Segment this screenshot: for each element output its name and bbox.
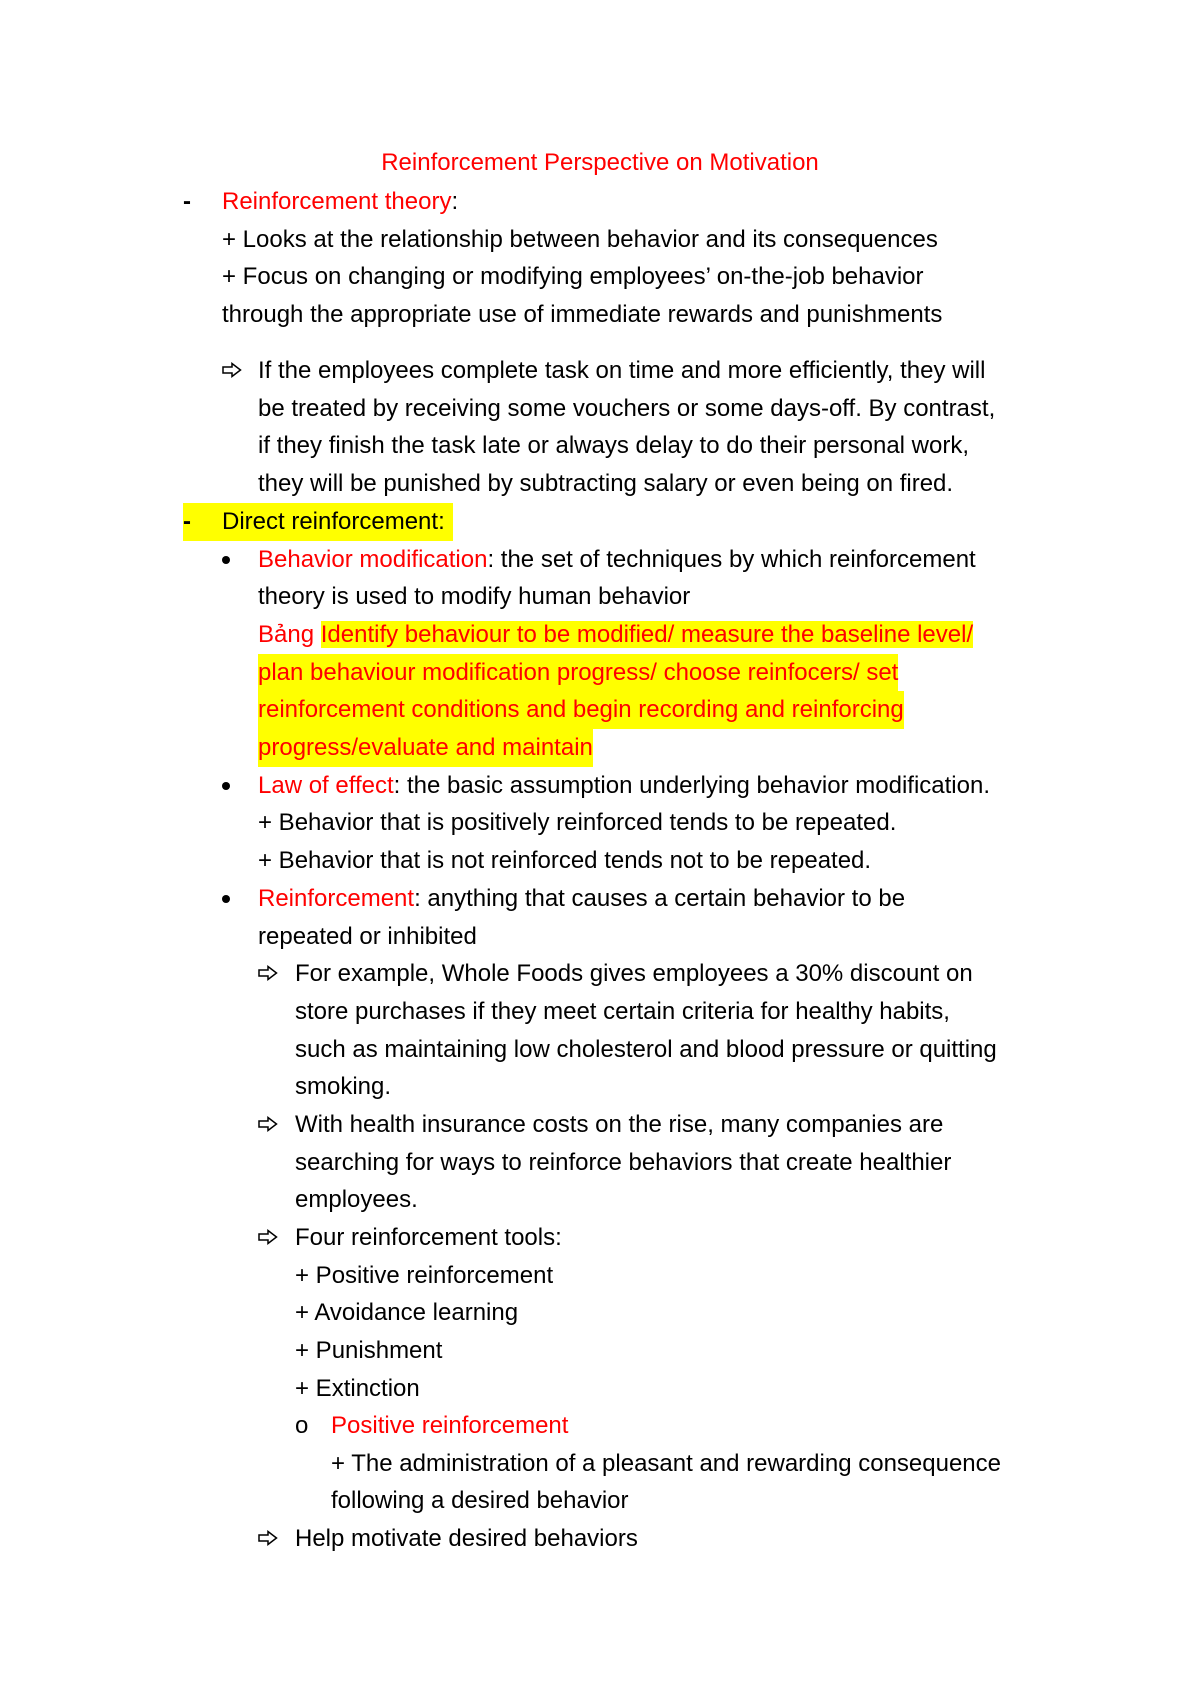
definition-text: repeated or inhibited [258,923,477,950]
tools-heading: Four reinforcement tools: [295,1224,562,1251]
bullet-dot [222,556,230,564]
arrow-text: If the employees complete task on time and more efficiently, they will [258,357,986,384]
sub-bullet-o: o [295,1412,309,1439]
highlighted-steps: reinforcement conditions and begin recording and reinforcing [258,691,904,729]
dash-marker: - [183,508,191,535]
arrow-right-icon [258,1116,278,1132]
dash-marker: - [183,188,191,215]
steps-line [258,616,973,654]
help-text: Help motivate desired behaviors [295,1525,638,1552]
highlighted-steps: progress/evaluate and maintain [258,729,593,767]
tool-item: + Punishment [295,1337,443,1364]
example-text: For example, Whole Foods gives employees a 30% discount on [295,960,973,987]
law-of-effect-line [258,767,990,805]
bullet-dot [222,782,230,790]
example-text: such as maintaining low cholesterol and blood pressure or quitting [295,1036,997,1063]
table-label: Bảng [258,621,315,648]
definition: : anything that causes a certain behavior to be [414,885,906,912]
term: Reinforcement [258,885,415,912]
arrow-right-icon [258,965,278,981]
section-heading-direct-reinforcement [183,503,453,541]
point-text: + Focus on changing or modifying employees’ on-the-job behavior [222,263,924,290]
section-heading-reinforcement-theory [222,183,458,221]
definition-text: + The administration of a pleasant and rewarding consequence [331,1450,1001,1477]
page-title: Reinforcement Perspective on Motivation [381,149,819,176]
term: Behavior modification [258,546,488,573]
positive-reinforcement-term: Positive reinforcement [331,1412,569,1439]
arrow-text: if they finish the task late or always delay to do their personal work, [258,432,970,459]
point-text: + Behavior that is positively reinforced tends to be repeated. [258,809,897,836]
definition: : the basic assumption underlying behavior modification. [393,772,990,799]
example-text: smoking. [295,1073,392,1100]
arrow-right-icon [222,362,242,378]
heading-text: Direct reinforcement: [222,508,445,535]
term: Reinforcement theory [222,188,452,215]
reinforcement-line [258,880,905,918]
point-text: through the appropriate use of immediate rewards and punishments [222,301,943,328]
tool-item: + Avoidance learning [295,1299,519,1326]
bullet-dot [222,895,230,903]
example-text: store purchases if they meet certain criteria for healthy habits, [295,998,950,1025]
term: Law of effect [258,772,394,799]
definition-text: theory is used to modify human behavior [258,583,691,610]
point-text: + Looks at the relationship between behavior and its consequences [222,226,938,253]
arrow-right-icon [258,1530,278,1546]
tool-item: + Extinction [295,1375,420,1402]
example-text: With health insurance costs on the rise, many companies are [295,1111,944,1138]
highlighted-steps: plan behaviour modification progress/ choose reinfocers/ set [258,654,898,692]
point-text: + Behavior that is not reinforced tends not to be repeated. [258,847,872,874]
highlighted-steps: Identify behaviour to be modified/ measure the baseline level/ [320,621,974,648]
behavior-modification-line [258,541,976,579]
arrow-right-icon [258,1229,278,1245]
example-text: searching for ways to reinforce behaviors that create healthier [295,1149,952,1176]
definition-text: following a desired behavior [331,1487,629,1514]
arrow-text: they will be punished by subtracting salary or even being on fired. [258,470,954,497]
arrow-text: be treated by receiving some vouchers or some days-off. By contrast, [258,395,996,422]
definition: : the set of techniques by which reinforcement [487,546,976,573]
colon: : [451,188,459,215]
tool-item: + Positive reinforcement [295,1262,554,1289]
example-text: employees. [295,1186,418,1213]
